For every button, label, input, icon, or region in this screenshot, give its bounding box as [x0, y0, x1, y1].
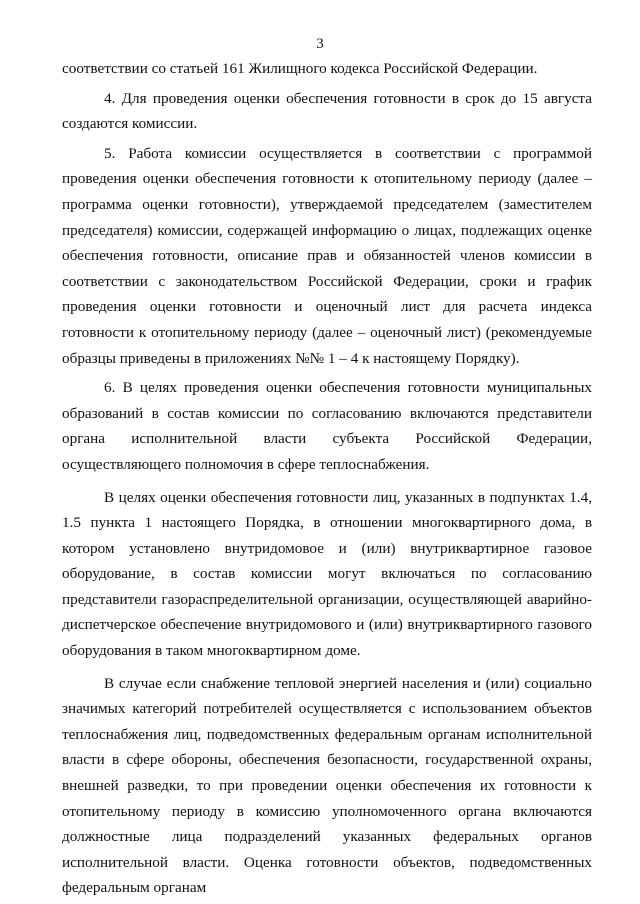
- paragraph-item-6: 6. В целях проведения оценки обеспечения готовности муниципальных образований в состав комиссии по согласованию включаются представители органа исполнительной власти субъекта Российской Федерации, осуществляющего полномочия в сфере теплоснабжения.: [62, 379, 592, 473]
- paragraph-item-4: 4. Для проведения оценки обеспечения готовности в срок до 15 августа создаются комиссии.: [62, 89, 592, 133]
- paragraph-continuation: соответствии со статьей 161 Жилищного кодекса Российской Федерации.: [62, 60, 538, 77]
- page-number: 3: [316, 36, 324, 52]
- document-body: [62, 56, 592, 901]
- paragraph-gas-organization: В целях оценки обеспечения готовности лиц, указанных в подпунктах 1.4, 1.5 пункта 1 настоящего Порядка, в отношении многоквартирного дома, в котором установлено внутридомовое и (или) внутриквартирное газовое оборудование, в состав комиссии могут включаться по согласованию представители газораспределительной организации, осуществляющей аварийно-диспетчерское обеспечение внутридомового и (или) внутриквартирного газового оборудования в таком многоквартирном доме.: [62, 488, 592, 660]
- paragraph-item-5: 5. Работа комиссии осуществляется в соответствии с программой проведения оценки обеспечения готовности к отопительному периоду (далее – программа оценки готовности), утверждаемой председателем (заместителем председателя) комиссии, содержащей информацию о лицах, подлежащих оценке обеспечения готовности, описание прав и обязанностей членов комиссии в соответствии с законодательством Российской Федерации, сроки и график проведения оценки готовности и оценочный лист для расчета индекса готовности к отопительному периоду (далее – оценочный лист) (рекомендуемые образцы приведены в приложениях №№ 1 – 4 к настоящему Порядку).: [62, 144, 592, 367]
- paragraph-federal-bodies: В случае если снабжение тепловой энергией населения и (или) социально значимых категорий потребителей осуществляется с использованием объектов теплоснабжения лиц, подведомственных федеральным органам исполнительной власти в сфере обороны, обеспечения безопасности, государственной охраны, внешней разведки, то при проведении оценки обеспечения их готовности к отопительному периоду в комиссию уполномоченного органа включаются должностные лица подразделений указанных федеральных органов исполнительной власти. Оценка готовности объектов, подведомственных федеральным органам: [62, 674, 592, 897]
